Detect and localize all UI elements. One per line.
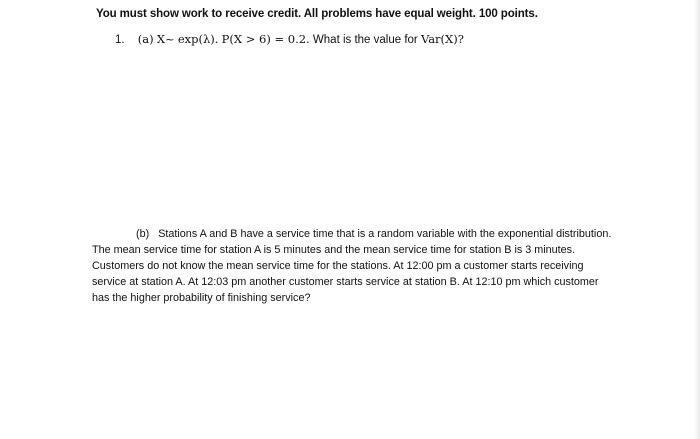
part-b-label: (b) — [136, 228, 150, 240]
problem-number: 1. — [115, 34, 125, 46]
variance-target: Var(X)? — [420, 32, 464, 46]
part-a-label: (a) — [137, 32, 154, 46]
part-b-text: Stations A and B have a service time that is a random variable with the exponential distribution. The mean service time for station A is 5 minutes and the mean service time for station B is 3 minutes. Customers do not know the mean service time for the stations. At 12:00 pm a customer starts receiving service at station A. At 12:03 pm another customer starts service at station B. At 12:10 pm which customer has the higher probability of finishing service? — [92, 228, 612, 304]
tilde-symbol: ~ — [165, 32, 175, 46]
question-text: What is the value for — [312, 34, 418, 46]
problem-1-part-a — [115, 32, 464, 46]
distribution: exp(λ). — [177, 32, 219, 46]
instructions-header: You must show work to receive credit. All problems have equal weight. 100 points. — [96, 8, 538, 20]
page-edge-shadow — [694, 0, 700, 439]
problem-1-part-b — [92, 226, 612, 306]
random-variable: X — [156, 32, 166, 46]
probability-statement: P(X > 6) = 0.2. — [221, 32, 310, 46]
part-b-paragraph — [92, 226, 612, 306]
